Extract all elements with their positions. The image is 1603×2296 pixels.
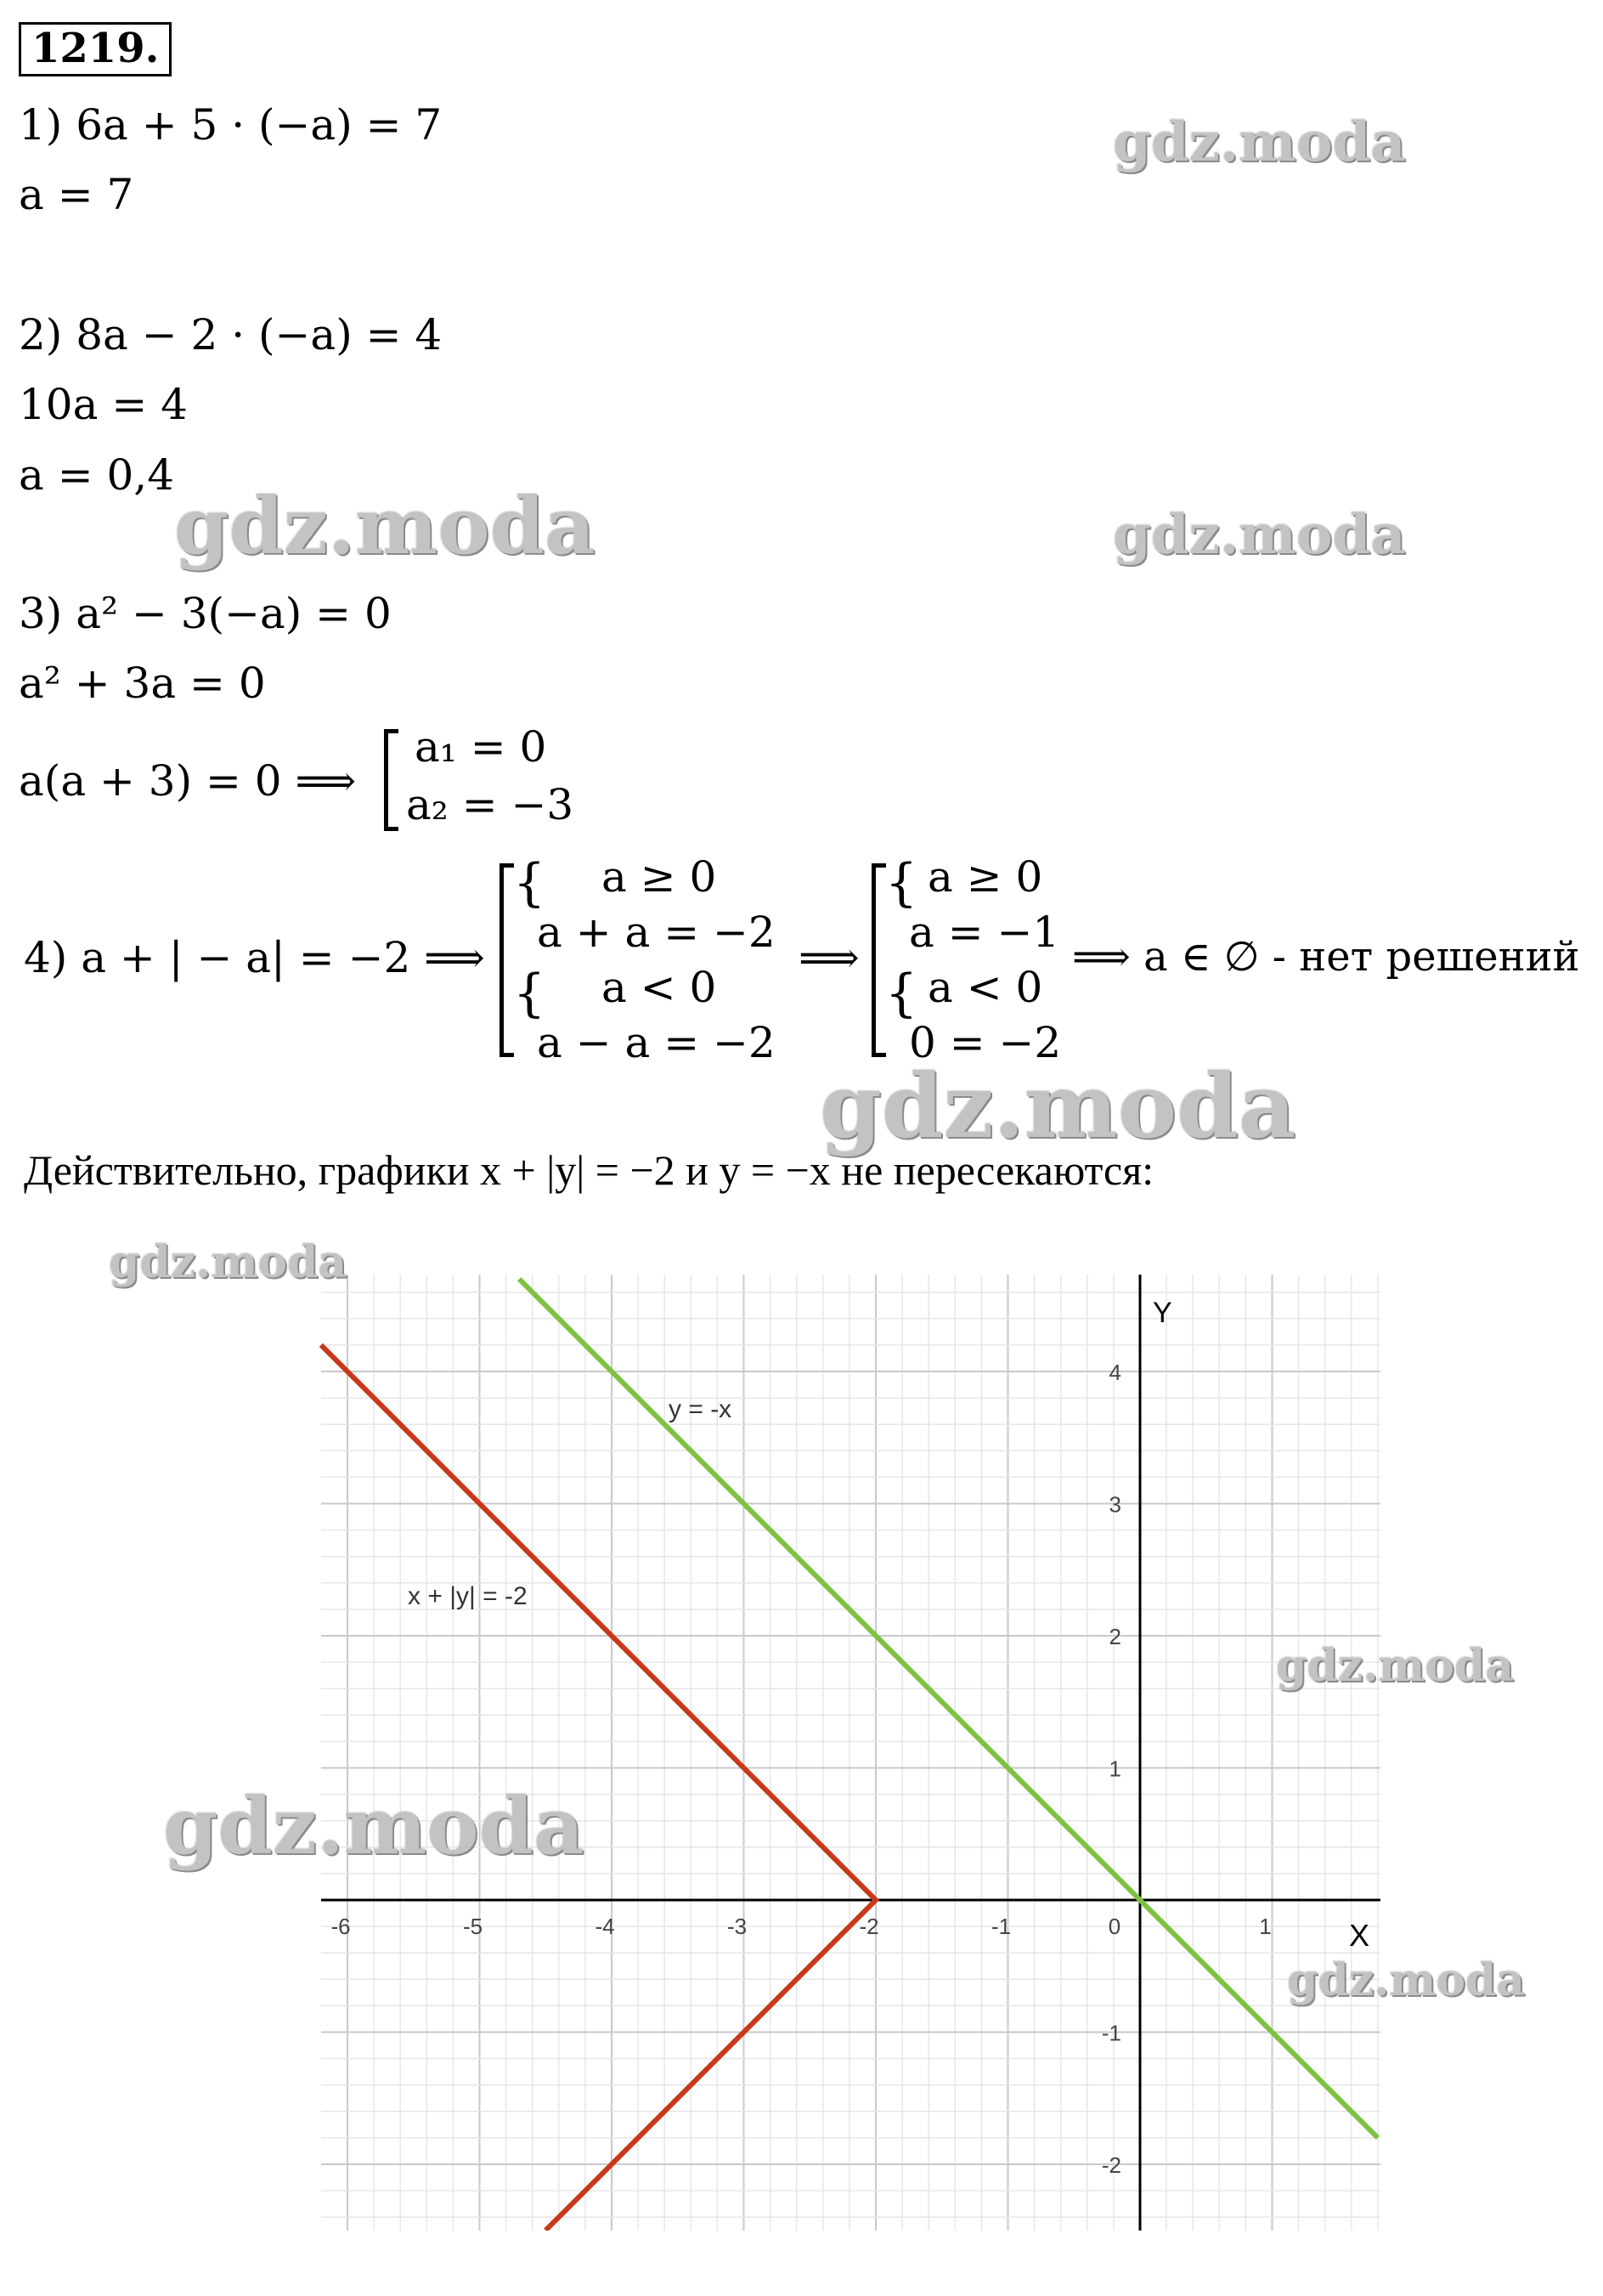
part2-line3: a = 0,4 (19, 450, 175, 500)
series-label: x + |y| = -2 (408, 1582, 528, 1610)
y-tick-label: -1 (1101, 2020, 1121, 2046)
watermark: gdz.moda (820, 1054, 1296, 1158)
y-tick-label: 4 (1109, 1360, 1121, 1385)
sys2-a: a ≥ 0 (928, 852, 1043, 902)
part3-line1: 3) a² − 3(−a) = 0 (19, 589, 392, 638)
system-brace: { (885, 853, 918, 913)
part3-line3: a(a + 3) = 0 ⟹ (19, 756, 357, 806)
conclusion-text: Действительно, графики x + |y| = −2 и y = −x не пересекаются: (24, 1146, 1154, 1194)
system-brace: { (513, 964, 546, 1023)
part4-result: ⟹ a ∈ ∅ - нет решений (1072, 933, 1580, 981)
y-tick-label: 2 (1109, 1624, 1121, 1649)
x-tick-label: -3 (726, 1914, 748, 1939)
x-tick-label: -4 (595, 1914, 615, 1939)
x-tick-label: -2 (859, 1914, 879, 1939)
sys2-d: 0 = −2 (909, 1018, 1062, 1067)
x-tick-label: -5 (462, 1914, 483, 1939)
y-axis-label: Y (1153, 1297, 1172, 1329)
y-tick-label: -2 (1101, 2152, 1121, 2178)
part3-line2: a² + 3a = 0 (19, 659, 266, 708)
part1-line1: 1) 6a + 5 · (−a) = 7 (19, 100, 443, 150)
watermark: gdz.moda (1276, 1640, 1515, 1692)
system-brace: { (513, 853, 546, 913)
x-tick-label: 1 (1259, 1914, 1272, 1939)
part2-line1: 2) 8a − 2 · (−a) = 4 (19, 310, 443, 359)
watermark: gdz.moda (1113, 110, 1406, 174)
sys1-d: a − a = −2 (537, 1018, 776, 1067)
x-tick-label: 0 (1108, 1914, 1121, 1939)
sys2-b: a = −1 (909, 908, 1060, 957)
part3-root2: a₂ = −3 (406, 780, 574, 829)
y-tick-label: 1 (1109, 1756, 1121, 1782)
watermark: gdz.moda (163, 1780, 584, 1872)
part2-line2: 10a = 4 (19, 380, 188, 429)
watermark: gdz.moda (1287, 1954, 1526, 2006)
x-tick-label: -6 (330, 1914, 351, 1939)
x-axis-label: X (1349, 1918, 1370, 1953)
sys2-c: a < 0 (928, 963, 1043, 1012)
x-tick-label: -1 (991, 1914, 1012, 1939)
part3-root1: a₁ = 0 (415, 722, 547, 772)
sys1-a: a ≥ 0 (601, 852, 717, 902)
y-tick-label: 3 (1109, 1491, 1121, 1518)
part1-line2: a = 7 (19, 170, 134, 219)
watermark: gdz.moda (109, 1236, 347, 1288)
sys1-c: a < 0 (601, 963, 717, 1012)
watermark: gdz.moda (174, 480, 595, 572)
problem-number: 1219. (19, 22, 172, 76)
series-line-y-eq-neg-x (519, 1279, 1378, 2138)
arrow: ⟹ (799, 933, 860, 982)
watermark: gdz.moda (1113, 503, 1406, 567)
series-label: y = -x (669, 1395, 732, 1423)
sys1-b: a + a = −2 (537, 908, 776, 957)
part4-left: 4) a + | − a| = −2 ⟹ (24, 933, 485, 982)
system-brace: { (885, 964, 918, 1023)
